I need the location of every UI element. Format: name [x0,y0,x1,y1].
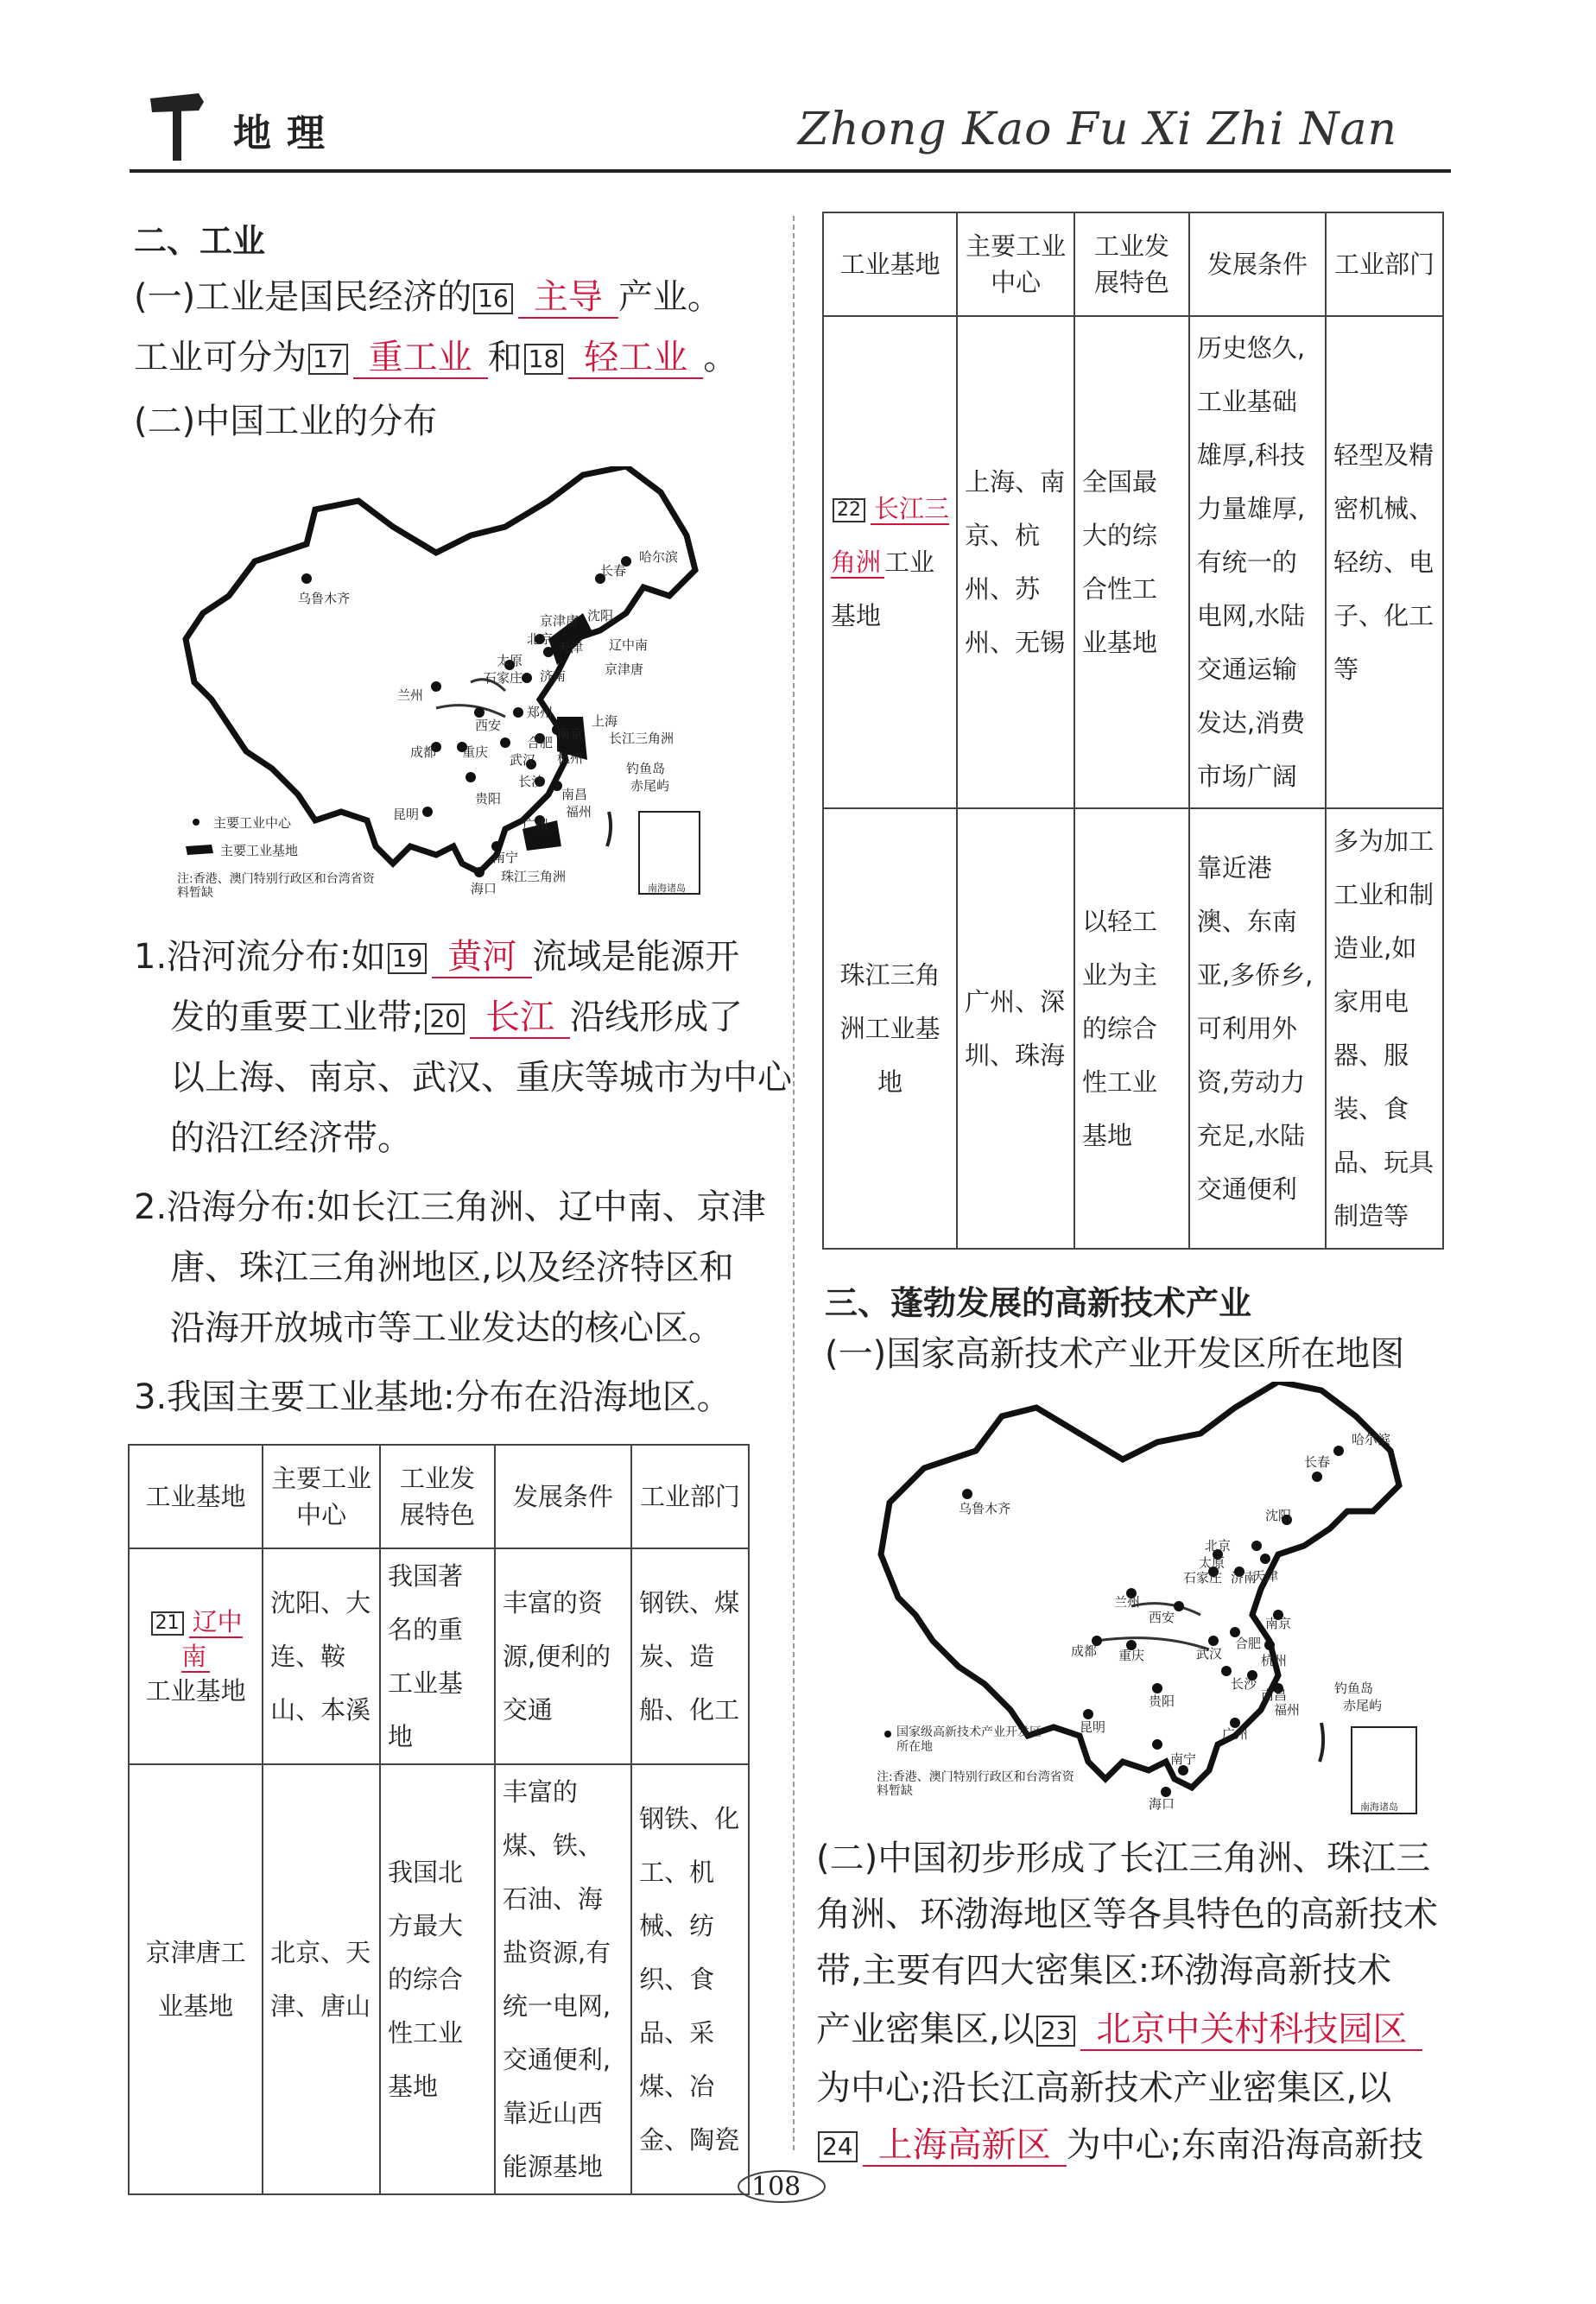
text: 产业。 [618,277,722,317]
map-label: 西安 [1149,1610,1175,1625]
paragraph-industry-role [134,269,722,325]
map-label: 沈阳 [1265,1508,1292,1523]
item2-line2: 唐、珠江三角洲地区,以及经济特区和 [170,1248,734,1288]
map-label: 乌鲁木齐 [298,591,351,606]
map-label: 京津唐 [540,613,580,629]
map-label: 长春 [1304,1454,1331,1470]
text: 工业可分为 [134,338,307,377]
hightech-line4 [816,2002,1422,2057]
map-label: 辽中南 [609,637,649,653]
text: 沿线形成了 [570,997,744,1037]
map-label: 珠江三角洲 [501,869,567,884]
text: 1.沿河流分布:如 [134,937,386,977]
item1-line4: 的沿江经济带。 [170,1118,412,1158]
map-label: 石家庄 [1183,1570,1223,1586]
table-cell: 靠近港澳、东南亚,多侨乡,可利用外资,劳动力充足,水陆交通便利 [1189,808,1326,1249]
answer-21: 辽中南 [181,1607,243,1671]
text: 工业基地 [145,1676,246,1706]
map-label: 合肥 [527,735,554,750]
map-label: 杭州 [1261,1653,1288,1668]
subheading-hightech-map: (一)国家高新技术产业开发区所在地图 [825,1334,1405,1374]
blank-number: 21 [151,1611,184,1636]
text: 工业基地 [831,548,935,630]
col-header: 工业基地 [823,212,957,316]
table-cell: 北京、天津、唐山 [263,1764,380,2194]
map-label: 广州 [1222,1726,1249,1742]
map-label: 昆明 [393,807,420,822]
col-header: 工业部门 [631,1445,749,1548]
hightech-line5: 为中心;沿长江高新技术产业密集区,以 [816,2068,1392,2108]
map-label: 贵阳 [1149,1693,1175,1709]
answer-22: 长江三角洲 [831,494,950,577]
col-header: 发展条件 [495,1445,631,1548]
col-header: 工业发展特色 [1074,212,1189,316]
col-header: 主要工业中心 [263,1445,380,1548]
map-label: 福州 [566,804,592,820]
table-cell: 上海、南京、杭州、苏州、无锡 [957,316,1074,808]
item1-line2 [170,990,743,1045]
map-label: 石家庄 [484,670,523,686]
map-label: 重庆 [462,744,489,760]
col-header: 工业部门 [1326,212,1443,316]
blank-number: 23 [1036,2016,1076,2047]
map-label: 北京 [527,631,554,647]
map-label: 乌鲁木齐 [959,1501,1011,1516]
map-label: 郑州 [527,705,554,720]
map-label: 成都 [1071,1643,1098,1659]
text: 。 [703,338,738,377]
answer-23: 北京中关村科技园区 [1080,2010,1422,2051]
blank-number: 16 [473,283,513,314]
map-label: 哈尔滨 [1352,1432,1391,1447]
item3: 3.我国主要工业基地:分布在沿海地区。 [134,1377,732,1417]
section-heading-industry: 二、工业 [134,222,266,260]
map-label: 合肥 [1235,1636,1262,1651]
map-label: 海口 [1149,1796,1175,1812]
paragraph-industry-types [134,330,738,385]
legend-hightech: 国家级高新技术产业开发区所在地 [896,1725,1042,1754]
answer-17: 重工业 [353,338,488,379]
table-cell: 广州、深圳、珠海 [957,808,1074,1249]
map-label: 南宁 [492,850,519,865]
map-label: 钓鱼岛 [1334,1681,1374,1696]
map-label: 海口 [471,881,497,896]
item2-line1: 2.沿海分布:如长江三角洲、辽中南、京津 [134,1187,766,1227]
table-cell: 以轻工业为主的综合性工业基地 [1074,808,1189,1249]
hightech-line3: 带,主要有四大密集区:环渤海高新技术 [816,1951,1392,1991]
blank-number: 18 [524,344,564,375]
map-label: 南京 [1265,1616,1292,1631]
map-label: 武汉 [510,752,536,768]
text: 为中心;东南沿海高新技 [1066,2125,1424,2165]
map-label: 南昌 [561,787,588,802]
page-number-text: 108 [751,2172,801,2202]
map-label: 杭州 [557,750,584,766]
col-header: 主要工业中心 [957,212,1074,316]
industry-bases-table-left [128,1444,750,2195]
map-label: 沈阳 [587,608,614,623]
table-cell: 历史悠久,工业基础雄厚,科技力量雄厚,有统一的电网,水陆交通运输发达,消费市场广阔 [1189,316,1326,808]
answer-24: 上海高新区 [863,2125,1067,2167]
map-label: 京津唐 [605,661,644,677]
page-number [751,2172,801,2202]
map-label: 济南 [540,668,567,684]
map-label: 赤尾屿 [1343,1698,1383,1713]
map-label: 济南 [1231,1570,1257,1586]
text: 和 [487,338,522,377]
hightech-line1: (二)中国初步形成了长江三角洲、珠江三 [816,1839,1431,1878]
header-title-en: Zhong Kao Fu Xi Zhi Nan [798,104,1397,155]
legend-base: 主要工业基地 [220,843,299,858]
hightech-line6 [816,2117,1423,2173]
map-label: 贵阳 [475,791,502,807]
answer-19: 黄河 [432,937,532,978]
map-label: 太原 [497,653,523,668]
table-cell: 京津唐工业基地 [129,1764,263,2194]
column-divider [793,216,795,2150]
col-header: 工业基地 [129,1445,263,1548]
map-note: 注:香港、澳门特别行政区和台湾省资料暂缺 [177,872,375,900]
map-label: 南海诸岛 [648,883,686,894]
map-label: 兰州 [397,687,424,703]
table-cell: 轻型及精密机械、轻纺、电子、化工等 [1326,316,1443,808]
item1-line3: 以上海、南京、武汉、重庆等城市为中心 [170,1058,792,1098]
map-label: 兰州 [1114,1594,1141,1610]
header-subject: 地理 [233,111,340,155]
map-label: 天津 [557,640,584,655]
map-label: 昆明 [1080,1719,1106,1735]
map-label: 南宁 [1170,1751,1197,1767]
table-cell: 我国著名的重工业基地 [380,1548,495,1764]
text: (一)工业是国民经济的 [134,277,472,317]
section-heading-hightech: 三、蓬勃发展的高新技术产业 [825,1284,1252,1322]
blank-number: 22 [833,498,865,522]
blank-number: 20 [425,1003,465,1035]
table-cell [823,316,957,808]
map-label: 重庆 [1118,1648,1145,1663]
table-cell: 沈阳、大连、鞍山、本溪 [263,1548,380,1764]
map-label: 太原 [1199,1555,1226,1571]
col-header: 工业发展特色 [380,1445,495,1548]
map-note: 注:香港、澳门特别行政区和台湾省资料暂缺 [877,1770,1074,1798]
map-label: 长春 [600,563,627,579]
table-cell: 我国北方最大的综合性工业基地 [380,1764,495,2194]
industry-bases-table-right [822,212,1444,1250]
table-cell: 多为加工工业和制造业,如家用电器、服装、食品、玩具制造等 [1326,808,1443,1249]
text: 发的重要工业带; [170,997,424,1037]
table-cell: 丰富的资源,便利的交通 [495,1548,631,1764]
blank-number: 24 [818,2131,858,2162]
map-label: 天津 [1252,1568,1279,1584]
text: 流域是能源开 [532,937,740,977]
map-label: 赤尾屿 [630,778,670,794]
blank-number: 19 [388,943,428,974]
map-label: 南京 [557,726,584,742]
map-label: 北京 [1205,1538,1232,1554]
map-label: 长沙 [1231,1676,1257,1692]
table-cell: 珠江三角洲工业基地 [823,808,957,1249]
map-label: 哈尔滨 [639,549,679,565]
subheading-distribution: (二)中国工业的分布 [134,402,438,441]
map-label: 上海 [592,713,618,729]
map-label: 武汉 [1196,1646,1223,1662]
answer-20: 长江 [470,997,570,1039]
table-cell: 钢铁、煤炭、造船、化工 [631,1548,749,1764]
item2-line3: 沿海开放城市等工业发达的核心区。 [170,1308,723,1348]
map-label: 成都 [410,744,437,760]
map-label: 钓鱼岛 [626,761,666,776]
map-label: 广州 [522,817,549,832]
signpost-icon [147,85,207,162]
map-label: 长江三角洲 [609,731,674,746]
hightech-line2: 角洲、环渤海地区等各具特色的高新技术 [816,1895,1438,1934]
table-cell: 丰富的煤、铁、石油、海盐资源,有统一电网,交通便利,靠近山西能源基地 [495,1764,631,2194]
text: 产业密集区,以 [816,2010,1035,2049]
table-cell: 钢铁、化工、机械、纺织、食品、采煤、冶金、陶瓷 [631,1764,749,2194]
table-cell: 全国最大的综合性工业基地 [1074,316,1189,808]
legend-center: 主要工业中心 [213,815,292,831]
map-label: 南昌 [1261,1687,1288,1703]
blank-number: 17 [308,344,348,375]
industry-map [177,466,712,907]
map-label: 西安 [475,718,502,733]
table-cell [129,1548,263,1764]
col-header: 发展条件 [1189,212,1326,316]
map-label: 长沙 [518,774,545,789]
map-label: 福州 [1274,1702,1301,1718]
answer-18: 轻工业 [568,338,703,379]
item1-line1 [134,929,739,984]
header-rule [130,169,1451,173]
answer-16: 主导 [518,277,618,319]
map-label: 南海诸岛 [1360,1801,1398,1813]
hightech-map [872,1382,1425,1822]
